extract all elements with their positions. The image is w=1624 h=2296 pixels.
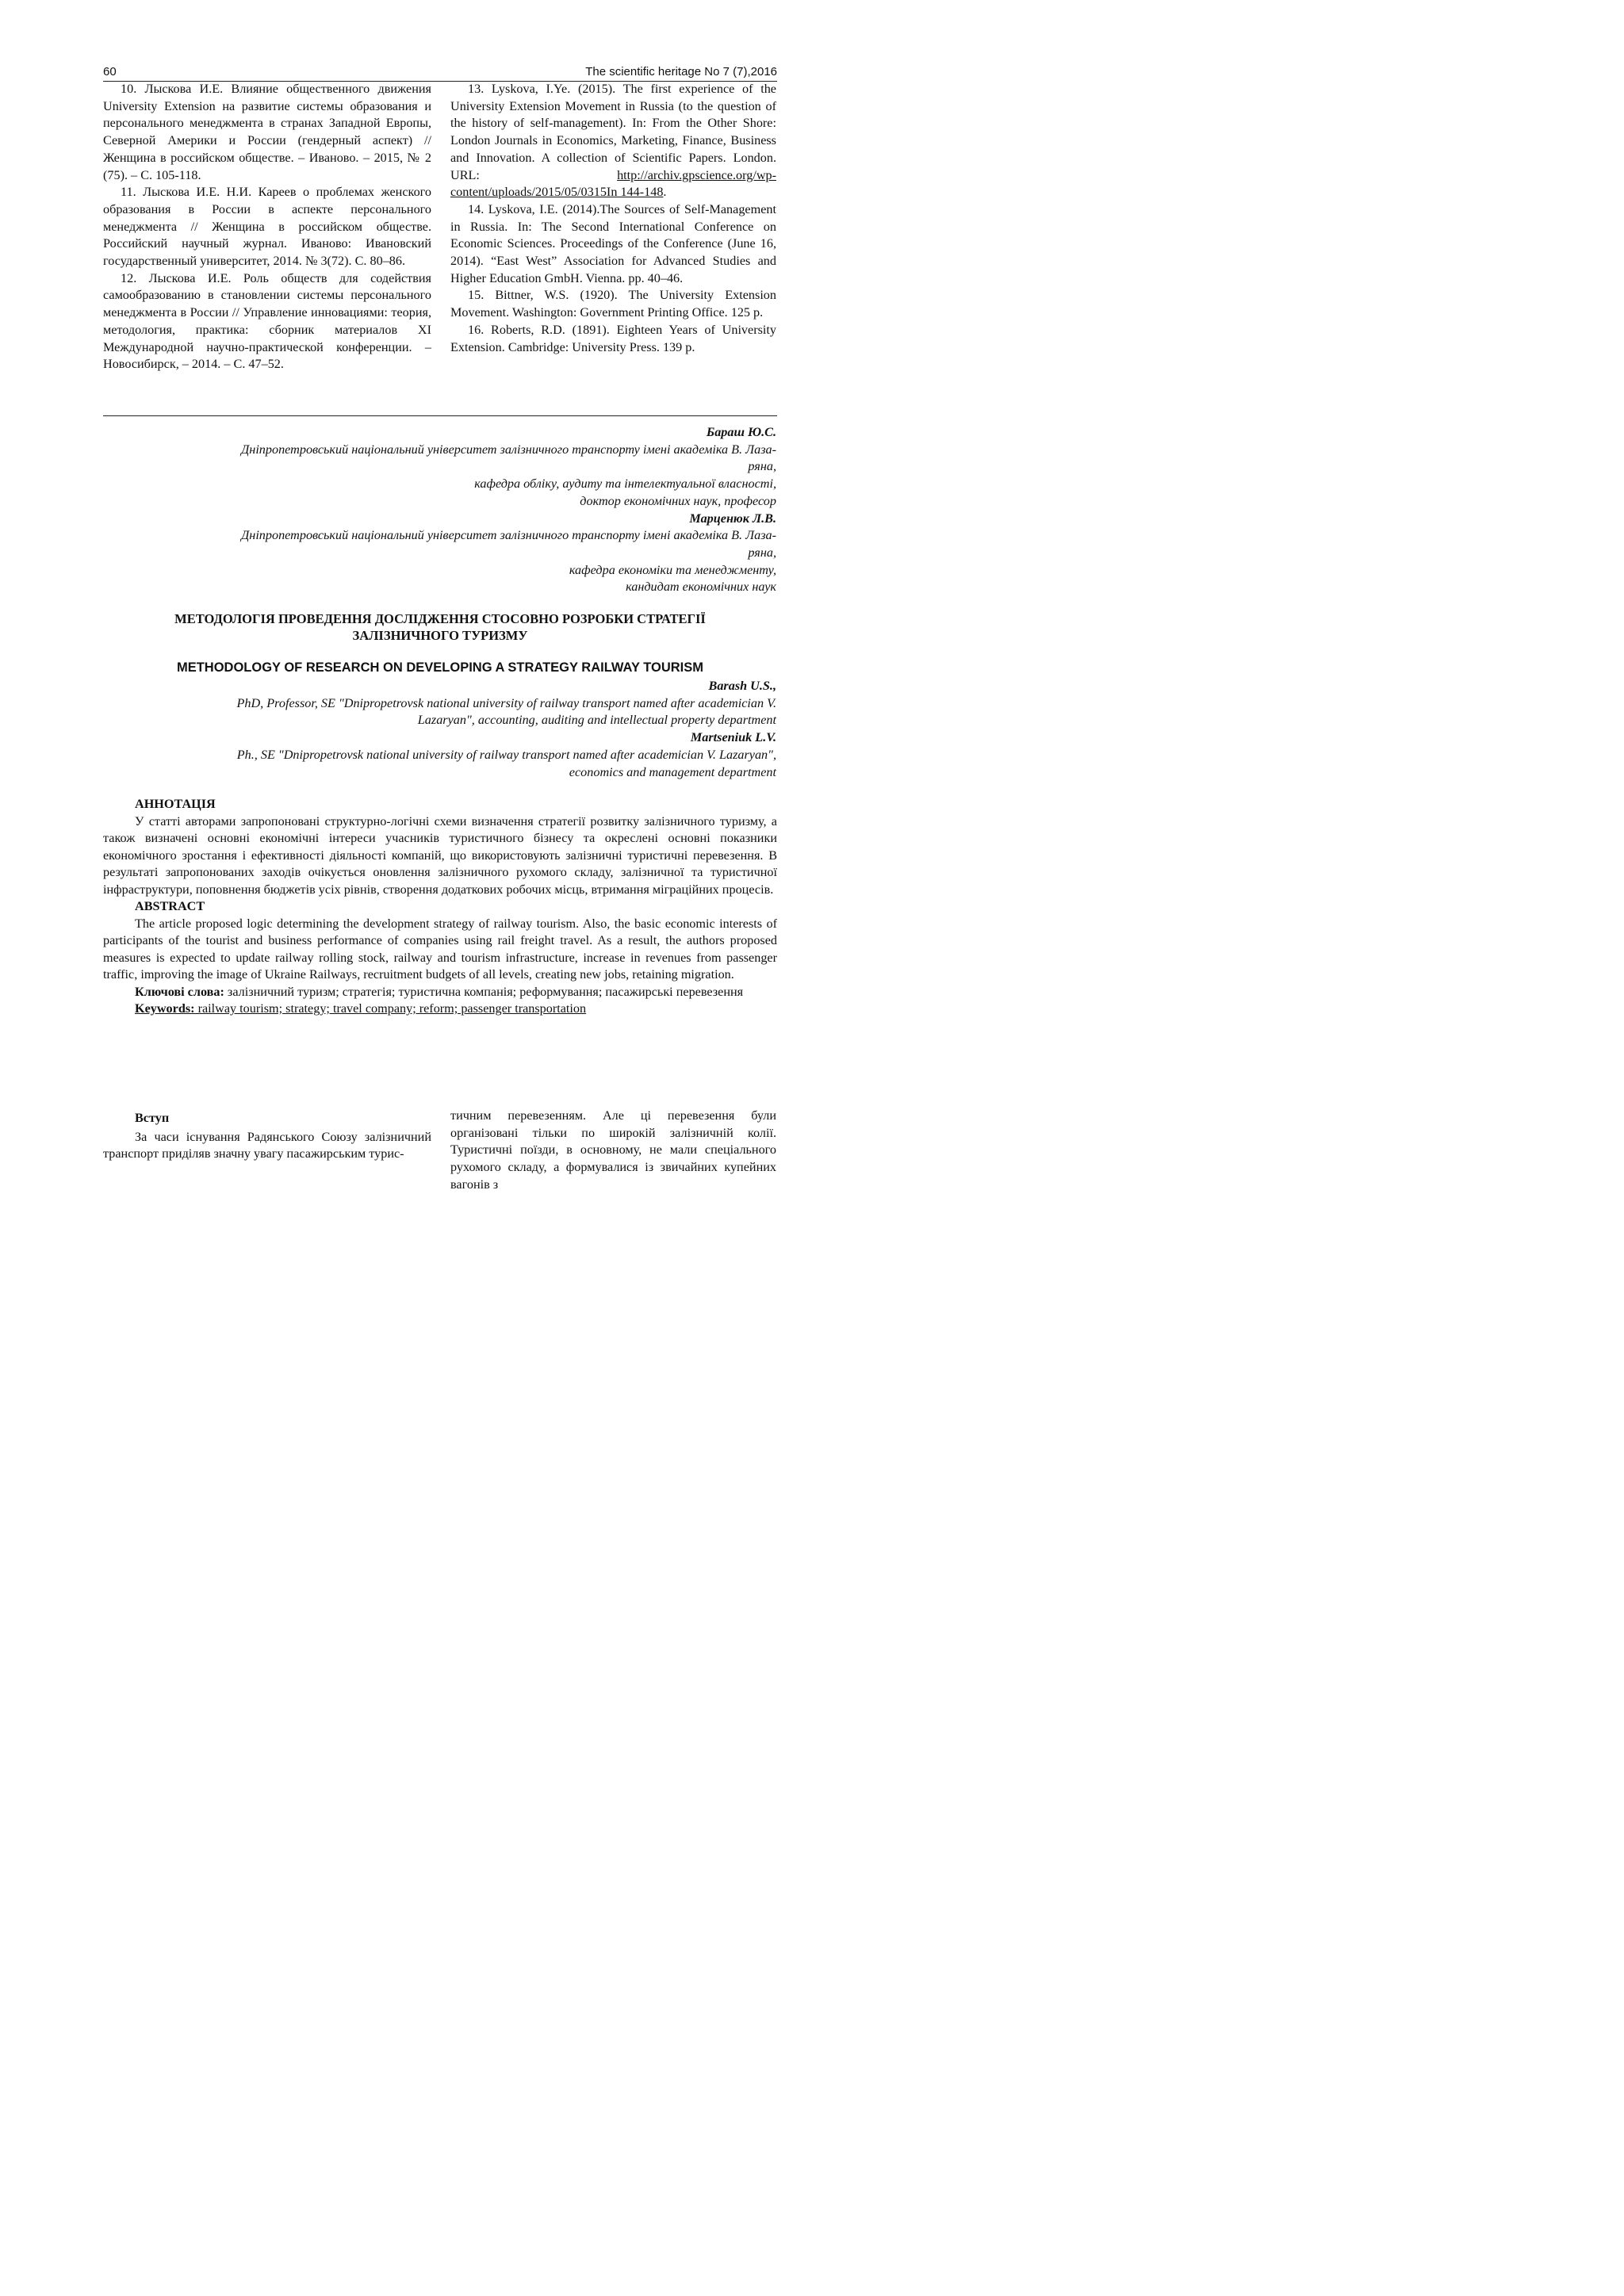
reference-12: 12. Лыскова И.Е. Роль обществ для содействия самообразованию в становлении системы персонального менеджмента в России // Управление инновациями: теория, методология, практика: сборник материалов XI Международной научно-практической конференции. – Новосибирск, – 2014. – С. 47–52. xyxy=(103,270,431,372)
reference-10: 10. Лыскова И.Е. Влияние общественного движения University Extension на развитие системы образования и персонального менеджмента в странах Западной Европы, Северной Америки и России (гендерный аспект) // Женщина в российском обществе. – Иваново. – 2015, № 2 (75). – С. 105-118. xyxy=(103,82,431,182)
page-number: 60 xyxy=(103,65,117,78)
keywords-en-label: Keywords: xyxy=(135,1001,195,1016)
intro-left-column xyxy=(103,1110,431,1163)
section-divider xyxy=(103,415,777,416)
keywords-en-text: railway tourism; strategy; travel company; reform; passenger transportation xyxy=(194,1001,587,1016)
reference-13-link[interactable]: http://archiv.gpscience.org/wp-content/uploads/2015/05/0315In 144-148 xyxy=(450,167,776,200)
authors-ua xyxy=(118,424,776,596)
author-2-affiliation-en: economics and management department xyxy=(569,764,776,779)
journal-title: The scientific heritage No 7 (7),2016 xyxy=(585,65,777,78)
keywords-en xyxy=(103,1001,777,1018)
running-header xyxy=(103,65,777,82)
keywords-ua-text: залізничний туризм; стратегія; туристична компанія; реформування; пасажирські перевезення xyxy=(224,984,744,999)
author-2-affiliation-line: ряна, xyxy=(748,545,776,560)
paper-title-en: METHODOLOGY OF RESEARCH ON DEVELOPING A STRATEGY RAILWAY TOURISM xyxy=(176,660,704,675)
keywords-ua-label: Ключові слова: xyxy=(135,984,224,999)
author-1-degree: доктор економічних наук, професор xyxy=(580,493,776,508)
intro-right-column xyxy=(450,1108,776,1194)
intro-text-right: тичним перевезенням. Але ці перевезення були організовані тільки по широкій залізничній колії. Туристичні поїзди, в основному, не мали спеціального рухомого складу, а формувалися із звичайних купейних вагонів з xyxy=(450,1108,776,1192)
reference-11: 11. Лыскова И.Е. Н.И. Кареев о проблемах женского образования в России в аспекте персонального менеджмента // Женщина в российском обществе. Российский научный журнал. Иваново: Ивановский государственный университет, 2014. № 3(72). С. 80–86. xyxy=(103,185,431,269)
authors-en xyxy=(118,678,776,781)
annotation-heading: АННОТАЦІЯ xyxy=(135,797,216,811)
abstract-text: The article proposed logic determining the development strategy of railway tourism. Also, the basic economic interests of participants of the tourist and business performance of companies using rail freight travel. As a result, the authors proposed measures is expected to update railway rolling stock, railway and tourism infrastructure, increase in revenues from passenger traffic, improving the image of Ukraine Railways, recruitment budgets of all levels, creating new jobs, retaining migration. xyxy=(103,916,777,982)
references-left-column xyxy=(103,81,431,373)
author-1-affiliation-line: ряна, xyxy=(748,459,776,474)
reference-13-text: 13. Lyskova, I.Ye. (2015). The first experience of the University Extension Movement in Russia (to the question of the history of self-management). In: From the Other Shore: London Journals in Economics, Marketing, Finance, Business and Innovation. A collection of Scientific Papers. London. URL: xyxy=(450,82,776,182)
paper-title-ua xyxy=(103,610,777,644)
author-1-affiliation-en: PhD, Professor, SE "Dnipropetrovsk national university of railway transport named after academician V. xyxy=(236,695,776,710)
reference-13 xyxy=(450,81,776,201)
author-2-degree: кандидат економічних наук xyxy=(626,580,776,595)
intro-heading: Вступ xyxy=(135,1111,170,1125)
author-2-name-en: Martseniuk L.V. xyxy=(690,730,776,745)
author-1-department: кафедра обліку, аудиту та інтелектуальної власності, xyxy=(474,476,776,492)
author-2-affiliation-en: Ph., SE "Dnipropetrovsk national university of railway transport named after academician V. Lazaryan", xyxy=(236,747,776,762)
author-1-name-en: Barash U.S., xyxy=(708,679,776,693)
keywords-ua xyxy=(103,984,777,1001)
intro-text-left: За часи існування Радянського Союзу залізничний транспорт приділяв значну увагу пасажирським турис- xyxy=(103,1129,431,1161)
paper-title-ua-line: ЗАЛІЗНИЧНОГО ТУРИЗМУ xyxy=(352,628,528,643)
reference-13-end: . xyxy=(663,185,667,200)
abstract-heading: ABSTRACT xyxy=(135,899,205,913)
author-2-department: кафедра економіки та менеджменту, xyxy=(569,562,776,577)
author-1-affiliation-en: Lazaryan", accounting, auditing and intellectual property department xyxy=(417,713,776,728)
author-1-affiliation-line: Дніпропетровський національний університет залізничного транспорту імені академіка В. Лаза- xyxy=(240,442,776,457)
paper-title-ua-line: МЕТОДОЛОГІЯ ПРОВЕДЕННЯ ДОСЛІДЖЕННЯ СТОСОВНО РОЗРОБКИ СТРАТЕГІЇ xyxy=(174,611,706,626)
author-2-affiliation-line: Дніпропетровський національний університет залізничного транспорту імені академіка В. Лаза- xyxy=(240,528,776,543)
reference-14: 14. Lyskova, I.E. (2014).The Sources of Self-Management in Russia. In: The Second International Conference on Economic Sciences. Proceedings of the Conference (June 16, 2014). “East West” Association for Advanced Studies and Higher Education GmbH. Vienna. pp. 40–46. xyxy=(450,201,776,285)
annotation-text: У статті авторами запропоновані структурно-логічні схеми визначення стратегії розвитку залізничного туризму, а також визначені основні економічні інтереси учасників туристичного бізнесу та окреслені основні показники економічного зростання і ефективності діяльності компаній, що використовують залізничні туристичні перевезення. В результаті запропонованих заходів очікується оновлення залізничного рухомого складу, залізничної та туристичної інфраструктури, поповнення бюджетів усіх рівнів, створення додаткових робочих місць, втримання міграційних процесів. xyxy=(103,813,777,897)
references-right-column xyxy=(450,81,776,356)
reference-15: 15. Bittner, W.S. (1920). The University Extension Movement. Washington: Government Printing Office. 125 p. xyxy=(450,288,776,320)
reference-16: 16. Roberts, R.D. (1891). Eighteen Years of University Extension. Cambridge: University Press. 139 p. xyxy=(450,322,776,354)
author-1-name-ua: Бараш Ю.С. xyxy=(706,425,776,439)
abstract-section xyxy=(103,796,777,1018)
author-2-name-ua: Марценюк Л.В. xyxy=(689,511,776,526)
